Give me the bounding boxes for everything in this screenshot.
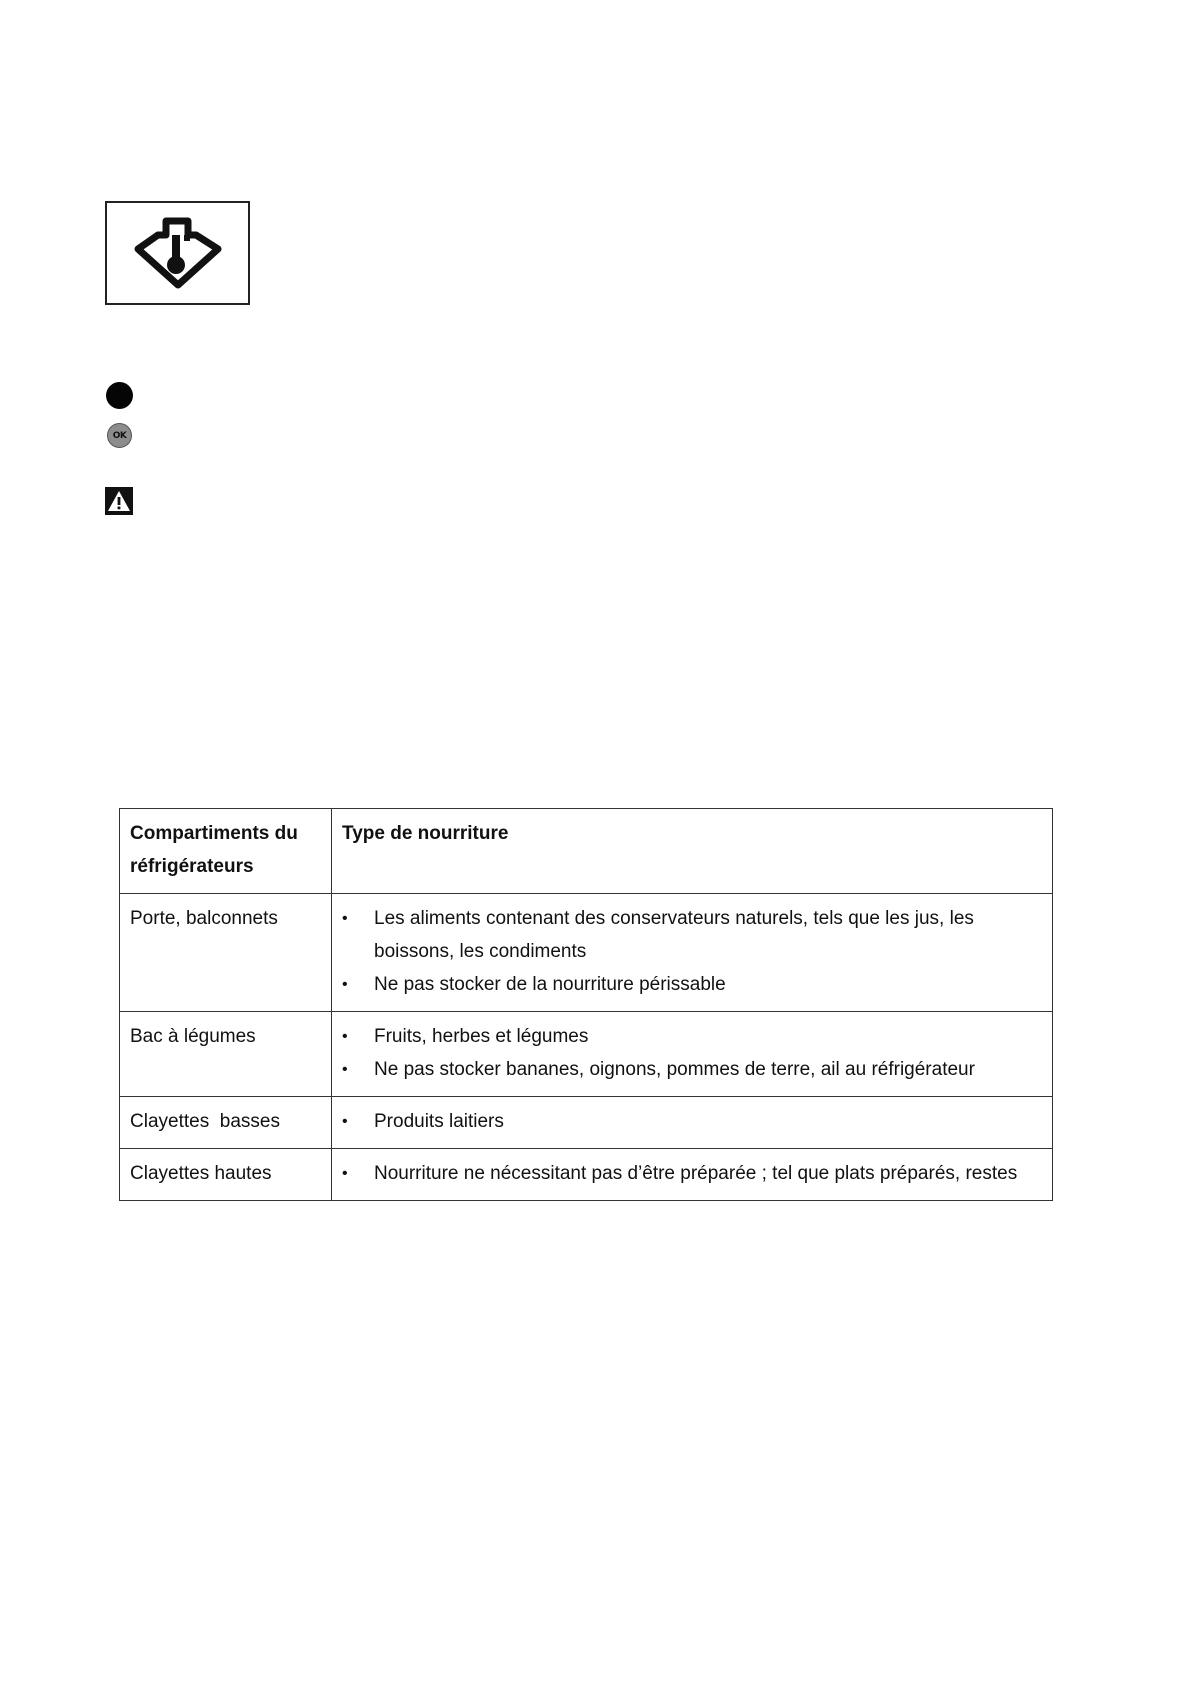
food-cell xyxy=(332,1097,1053,1149)
food-storage-table xyxy=(119,808,1053,1201)
ok-button-icon xyxy=(107,423,132,448)
warning-icon xyxy=(105,487,133,515)
table-row xyxy=(120,1012,1053,1097)
list-item: • Ne pas stocker de la nourriture périssable xyxy=(342,968,1042,1001)
black-dot-icon xyxy=(106,382,133,409)
table-header-row xyxy=(120,809,1053,894)
food-list xyxy=(342,902,1042,1001)
food-list xyxy=(342,1105,1042,1138)
list-item: • Produits laitiers xyxy=(342,1105,1042,1138)
compartment-cell: Bac à légumes xyxy=(120,1012,332,1097)
ok-label: OK xyxy=(112,430,127,441)
list-item: • Les aliments contenant des conservateurs naturels, tels que les jus, les boissons, les condiments xyxy=(342,902,1042,968)
refrigerator-zone-icon xyxy=(105,201,250,305)
header-food-type: Type de nourriture xyxy=(332,809,1053,894)
food-list xyxy=(342,1020,1042,1086)
refrigerator-zone-icon-graphic xyxy=(130,217,226,289)
compartment-cell: Clayettes hautes xyxy=(120,1149,332,1201)
food-list xyxy=(342,1157,1042,1190)
table-row xyxy=(120,1097,1053,1149)
compartment-cell: Clayettes basses xyxy=(120,1097,332,1149)
food-cell xyxy=(332,1012,1053,1097)
table-row xyxy=(120,1149,1053,1201)
list-item: • Ne pas stocker bananes, oignons, pommes de terre, ail au réfrigérateur xyxy=(342,1053,1042,1086)
table-row xyxy=(120,894,1053,1012)
food-cell xyxy=(332,1149,1053,1201)
list-item: • Fruits, herbes et légumes xyxy=(342,1020,1042,1053)
list-item: • Nourriture ne nécessitant pas d’être préparée ; tel que plats préparés, restes xyxy=(342,1157,1042,1190)
header-compartment: Compartiments du réfrigérateurs xyxy=(120,809,332,894)
compartment-cell: Porte, balconnets xyxy=(120,894,332,1012)
food-cell xyxy=(332,894,1053,1012)
